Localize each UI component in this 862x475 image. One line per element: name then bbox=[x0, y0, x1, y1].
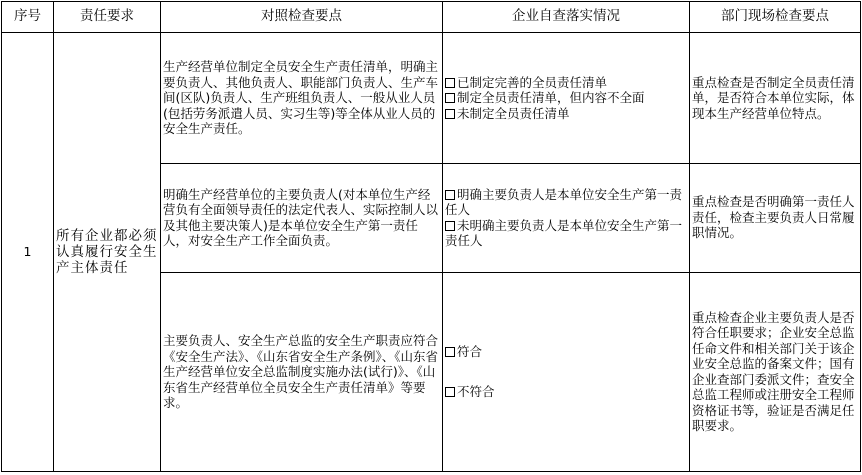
option-label: 未制定全员责任清单 bbox=[457, 105, 570, 121]
option-label: 已制定完善的全员责任清单 bbox=[457, 74, 608, 90]
self-check-cell bbox=[443, 163, 690, 272]
header-responsibility: 责任要求 bbox=[54, 2, 161, 33]
dept-check-cell: 重点检查企业主要负责人是否符合任职要求；企业安全总监任命文件和相关部门关于该企业安全总监的备案文件；国有企业查部门委派文件；查安全总监工程师或注册安全工程师资格证书等，验证是否满足任职要求。 bbox=[690, 272, 861, 471]
header-dept-check: 部门现场检查要点 bbox=[690, 2, 861, 33]
check-point-cell: 生产经营单位制定全员安全生产责任清单，明确主要负责人、其他负责人、职能部门负责人、生产车间(区队)负责人、生产班组负责人、一般从业人员(包括劳务派遣人员、实习生等)等全体从业人员的安全生产责任。 bbox=[161, 33, 443, 164]
safety-responsibility-checklist-table bbox=[1, 1, 861, 472]
checkbox-icon[interactable] bbox=[445, 190, 455, 200]
checkbox-icon[interactable] bbox=[445, 93, 455, 103]
option-label: 不符合 bbox=[457, 383, 495, 399]
seq-cell: 1 bbox=[2, 33, 54, 472]
option-label: 未明确主要负责人是本单位安全生产第一责任人 bbox=[445, 217, 683, 249]
checkbox-option[interactable] bbox=[445, 106, 687, 122]
table-row bbox=[2, 33, 861, 164]
checkbox-option[interactable] bbox=[445, 75, 687, 91]
dept-check-cell: 重点检查是否制定全员责任清单，是否符合本单位实际，体现本生产经营单位特点。 bbox=[690, 33, 861, 164]
self-check-cell bbox=[443, 33, 690, 164]
checkbox-icon[interactable] bbox=[445, 347, 455, 357]
checkbox-icon[interactable] bbox=[445, 221, 455, 231]
checkbox-option[interactable] bbox=[445, 90, 687, 106]
checkbox-icon[interactable] bbox=[445, 387, 455, 397]
header-row bbox=[2, 2, 861, 33]
header-check-points: 对照检查要点 bbox=[161, 2, 443, 33]
checkbox-option[interactable] bbox=[445, 344, 687, 360]
dept-check-cell: 重点检查是否明确第一责任人责任，检查主要负责人日常履职情况。 bbox=[690, 163, 861, 272]
option-label: 明确主要负责人是本单位安全生产第一责任人 bbox=[445, 186, 683, 218]
header-self-check: 企业自查落实情况 bbox=[443, 2, 690, 33]
checkbox-option[interactable] bbox=[445, 384, 687, 400]
responsibility-cell: 所有企业都必须认真履行安全生产主体责任 bbox=[54, 33, 161, 472]
self-check-cell bbox=[443, 272, 690, 471]
checkbox-icon[interactable] bbox=[445, 109, 455, 119]
checkbox-icon[interactable] bbox=[445, 78, 455, 88]
check-point-cell: 主要负责人、安全生产总监的安全生产职责应符合《安全生产法》、《山东省安全生产条例》、《山东省生产经营单位安全总监制度实施办法(试行)》、《山东省生产经营单位全员安全生产责任清单》等要求。 bbox=[161, 272, 443, 471]
option-label: 符合 bbox=[457, 344, 483, 360]
checkbox-option[interactable] bbox=[445, 218, 687, 249]
header-seq: 序号 bbox=[2, 2, 54, 33]
check-point-cell: 明确生产经营单位的主要负责人(对本单位生产经营负有全面领导责任的法定代表人、实际控制人以及其他主要决策人)是本单位安全生产第一责任人，对安全生产工作全面负责。 bbox=[161, 163, 443, 272]
option-label: 制定全员责任清单，但内容不全面 bbox=[457, 90, 645, 106]
checkbox-option[interactable] bbox=[445, 187, 687, 218]
